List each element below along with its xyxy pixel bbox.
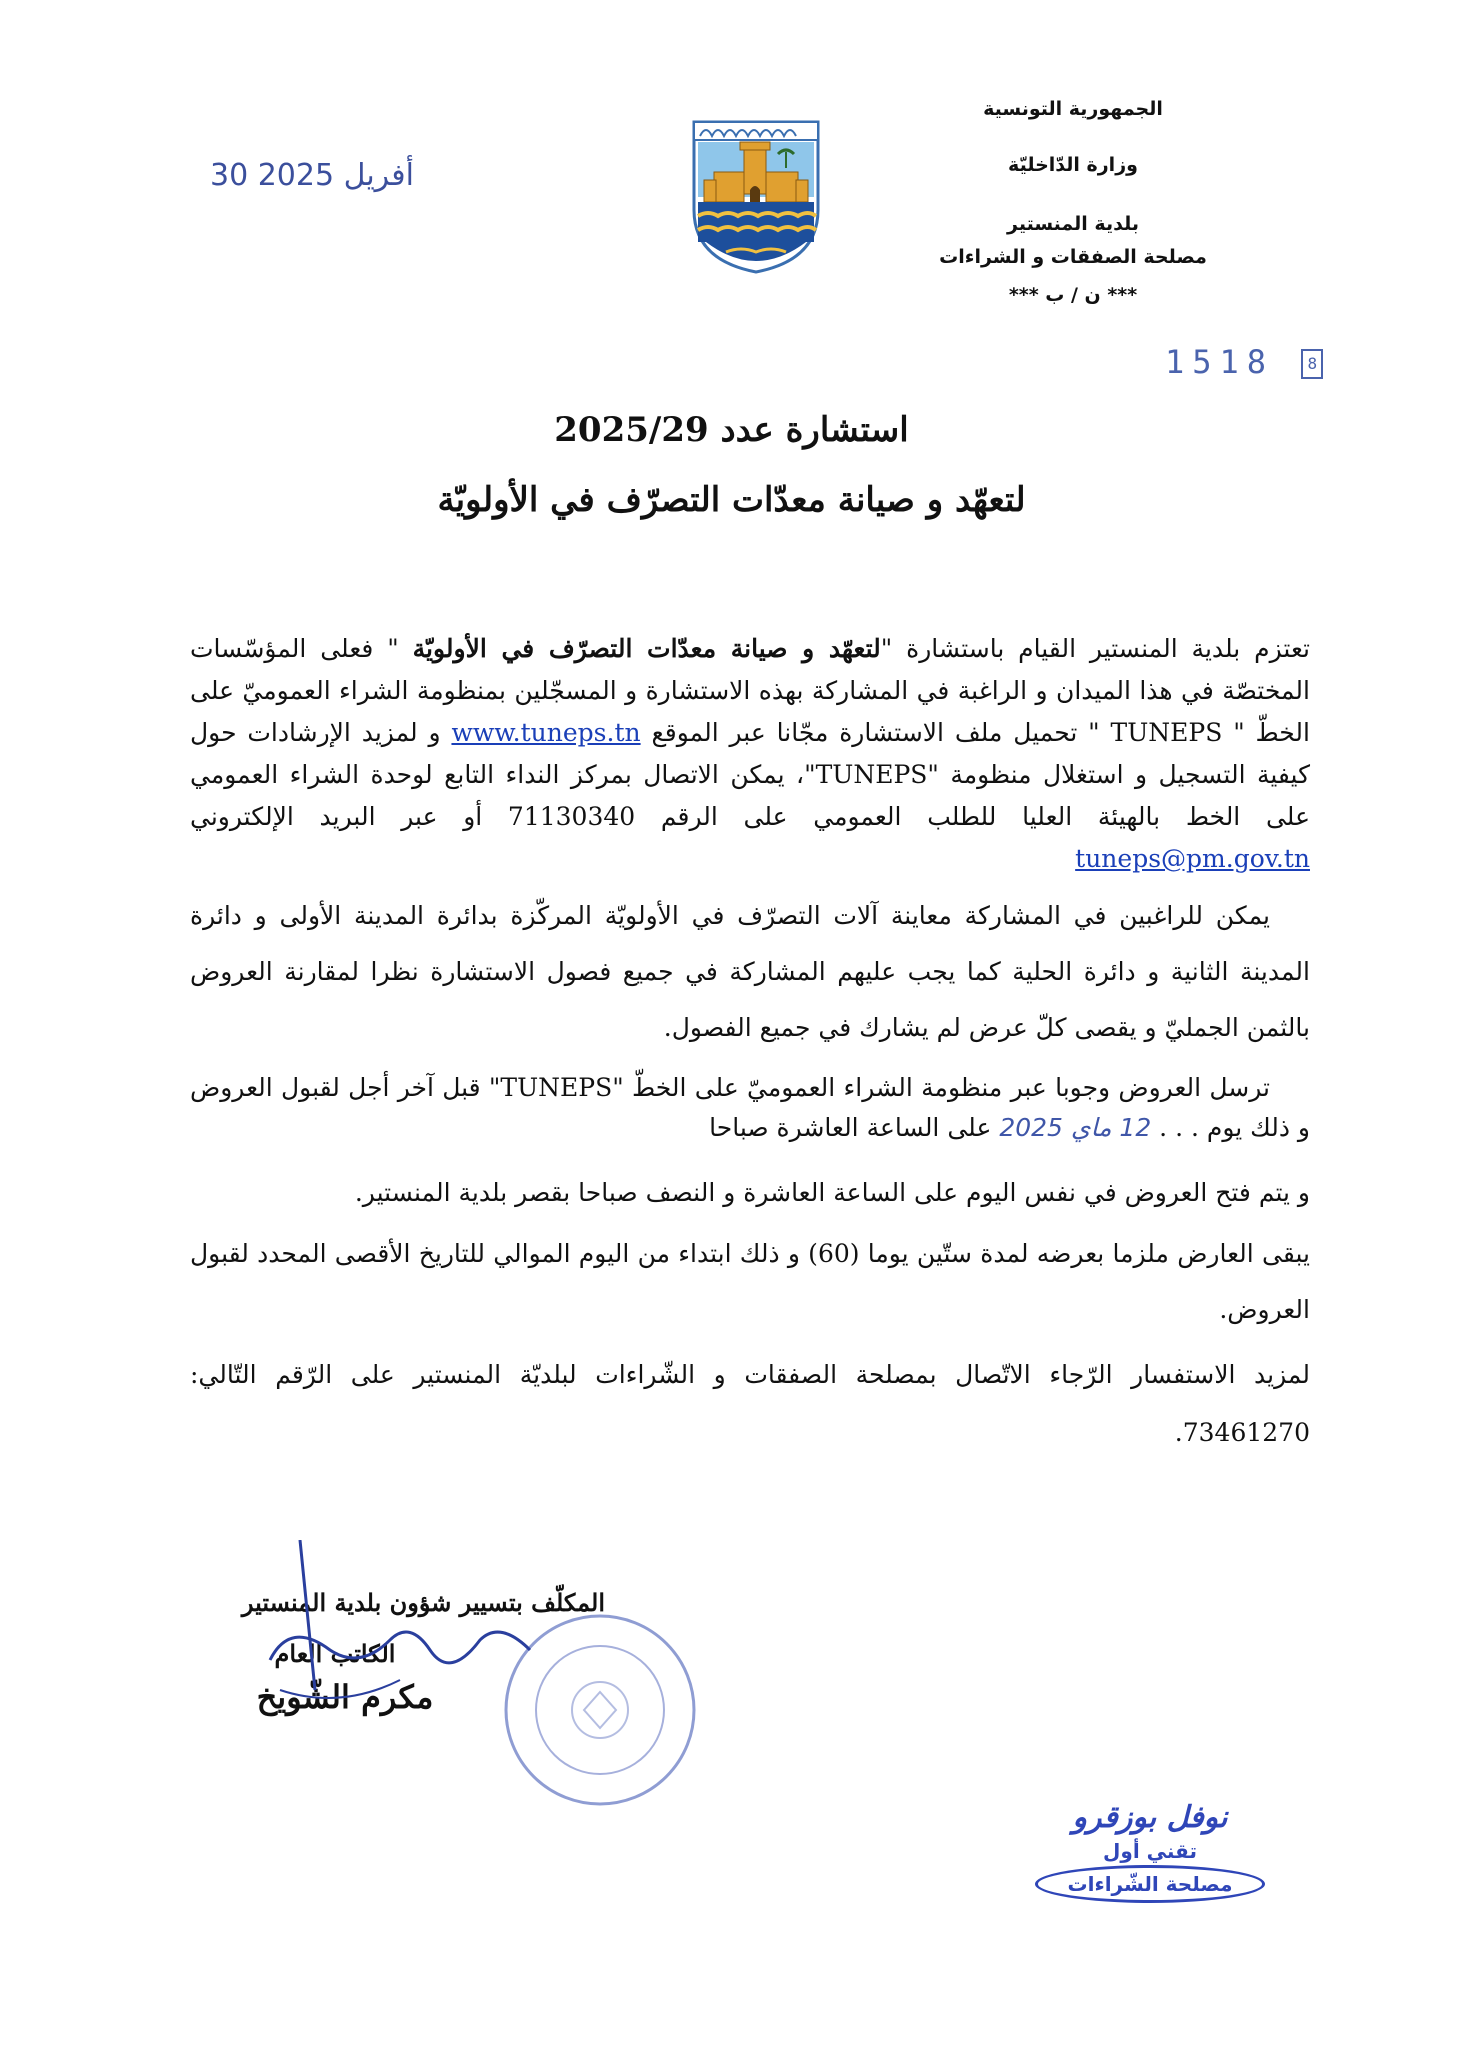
p3-text-a: ترسل العروض وجوبا عبر منظومة الشراء العموميّ على الخطّ "TUNEPS" قبل آخر أجل لقبول العروض و ذلك يوم . . .: [190, 1073, 1310, 1142]
signature-block-technician: [990, 1800, 1310, 1903]
signature-role: الكاتب العام: [274, 1639, 396, 1668]
municipality-coat-of-arms-logo: [686, 110, 826, 275]
p2-text: يمكن للراغبين في المشاركة معاينة آلات التصرّف في الأولويّة المركّزة بدائرة المدينة الأولى و دائرة المدينة الثانية و دائرة الحلية كما يجب عليهم المشاركة في جميع فصول الاستشارة نظرا لمقارنة العروض بالثمن الجمليّ و يقصى كلّ عرض لم يشارك في جميع الفصول.: [190, 901, 1310, 1042]
p6-text: لمزيد الاستفسار الرّجاء الاتّصال بمصلحة الصفقات و الشّراءات لبلديّة المنستير على الرّقم التّالي: 73461270.: [190, 1360, 1310, 1447]
paragraph-submission: [190, 1068, 1310, 1148]
letterhead-ministry: وزارة الدّاخليّة: [1008, 154, 1138, 176]
reference-stamp-number: 1518: [1165, 343, 1275, 381]
paragraph-validity: [190, 1226, 1310, 1338]
reference-stamp-box: 8: [1301, 349, 1323, 379]
date-stamp: [210, 158, 414, 193]
technician-role: تقني أول: [1103, 1839, 1197, 1863]
handwritten-deadline-date: 12 ماي 2025: [999, 1113, 1152, 1142]
p1-text-b: و لمزيد الإرشادات حول كيفية التسجيل و استغلال منظومة "TUNEPS"، يمكن الاتصال بمركز النداء التابع لوحدة الشراء العمومي على الخط بالهيئة العليا للطلب العمومي على الرقم 71130340 أو عبر البريد الإلكتروني: [190, 718, 1310, 831]
p4-text: و يتم فتح العروض في نفس اليوم على الساعة العاشرة و النصف صباحا بقصر بلدية المنستير.: [354, 1178, 1310, 1207]
paragraph-inspection: [190, 888, 1310, 1056]
technician-service: مصلحة الشّراءات: [1035, 1865, 1266, 1903]
p3-text-b: على الساعة العاشرة صباحا: [709, 1113, 1000, 1142]
letterhead-republic: الجمهورية التونسية: [983, 98, 1163, 120]
signature-title: المكلّف بتسيير شؤون بلدية المنستير: [241, 1588, 605, 1617]
letterhead: [863, 100, 1283, 310]
letterhead-service: مصلحة الصفقات و الشراءات: [939, 246, 1207, 268]
date-stamp-text: 30 أفريل 2025: [210, 158, 414, 193]
letterhead-municipality: بلدية المنستير: [1007, 213, 1139, 235]
paragraph-announcement: [190, 628, 1310, 880]
document-subtitle: لتعهّد و صيانة معدّات التصرّف في الأولويّة: [437, 480, 1026, 520]
letterhead-ref-code: *** ن / ب ***: [1008, 284, 1138, 306]
document-title: استشارة عدد 2025/29: [554, 410, 909, 450]
p5-text: يبقى العارض ملزما بعرضه لمدة ستّين يوما (60) و ذلك ابتداء من اليوم الموالي للتاريخ الأقصى المحدد لقبول العروض.: [190, 1239, 1310, 1324]
paragraph-opening: [190, 1172, 1310, 1214]
technician-name: نوفل بوزقرو: [1072, 1800, 1228, 1835]
reference-stamp: [1165, 343, 1323, 381]
p1-subject: لتعهّد و صيانة معدّات التصرّف في الأولويّة: [412, 634, 881, 663]
p1-intro: تعتزم بلدية المنستير القيام باستشارة ": [880, 634, 1310, 663]
paragraph-contact: [190, 1346, 1310, 1462]
email-link[interactable]: tuneps@pm.gov.tn: [1075, 844, 1310, 873]
p1-text-a: " فعلى المؤسّسات المختصّة في هذا الميدان و الراغبة في المشاركة بهذه الاستشارة و المسجّلين بمنظومة الشراء العموميّ على الخطّ " TUNEPS " تحميل ملف الاستشارة مجّانا عبر الموقع: [190, 634, 1310, 747]
handwritten-signature-secretary: [260, 1540, 540, 1720]
website-link[interactable]: www.tuneps.tn: [451, 718, 641, 747]
signature-name: مكرم الشّويخ: [256, 1678, 434, 1716]
